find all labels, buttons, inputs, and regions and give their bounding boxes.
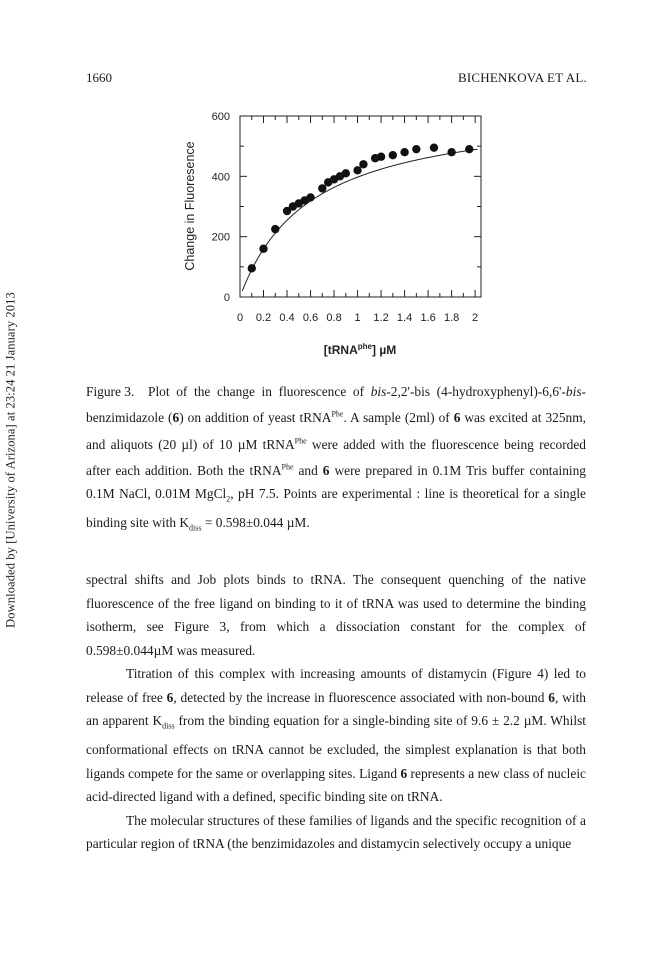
x-tick-label: 1.6 bbox=[420, 312, 436, 324]
data-point bbox=[353, 166, 361, 174]
body-text bbox=[86, 568, 586, 856]
body-paragraph: spectral shifts and Job plots binds to tRNA. The consequent quenching of the native fluorescence of the free ligand on binding to it of tRNA was used to determine the binding isotherm, see Figure 3, from which a dissociation constant for the complex of 0.598±0.044µM was measured. bbox=[86, 572, 586, 658]
running-head: BICHENKOVA ET AL. bbox=[458, 70, 587, 85]
x-tick-label: 0.6 bbox=[302, 312, 319, 324]
plot-frame bbox=[240, 116, 481, 297]
data-point bbox=[389, 151, 397, 159]
x-axis-label: [tRNA$^{phe}$] µM bbox=[323, 342, 397, 357]
x-tick-label: 2 bbox=[472, 312, 479, 324]
data-point bbox=[342, 169, 350, 177]
x-tick-label: 0.4 bbox=[279, 312, 295, 324]
data-point bbox=[430, 143, 438, 151]
body-paragraph: The molecular structures of these families of ligands and the specific recognition of a particular region of tRNA (the benzimidazoles and distamycin selectively occupy a unique bbox=[86, 812, 586, 852]
x-tick-label: 1 bbox=[354, 312, 361, 324]
x-tick-label: 0.8 bbox=[326, 312, 342, 324]
y-tick-label: 200 bbox=[211, 231, 230, 244]
data-points bbox=[248, 143, 474, 272]
y-axis-label: Change in Fluoresence bbox=[183, 141, 197, 271]
data-point bbox=[465, 145, 473, 153]
download-watermark-text: Downloaded by [University of Arizona] at 23:24 21 January 2013 bbox=[3, 292, 18, 628]
download-watermark bbox=[2, 250, 20, 670]
x-tick-label: 1.2 bbox=[373, 312, 389, 324]
data-point bbox=[318, 184, 326, 192]
figure-caption-label: Figure 3. bbox=[86, 384, 135, 399]
data-point bbox=[306, 193, 314, 201]
data-point bbox=[400, 148, 408, 156]
data-point bbox=[447, 148, 455, 156]
data-point bbox=[359, 160, 367, 168]
data-point bbox=[248, 264, 256, 272]
figure-caption-text: Plot of the change in fluorescence of bis-2,2'-bis (4-hydroxyphenyl)-6,6'-bis-benzimidazole (6) on addition of yeast tRNA$^{Phe}$. A sample (2ml) of 6 was excited at 325nm, and aliquots (20 µl) of 10 µM tRNA$^{Phe}$ were added with the fluorescence being recorded after each addition. Both the tRNA$^{Phe}$ and 6 were prepared in 0.1M Tris buffer containing 0.1M NaCl, 0.01M MgCl$_2$, pH 7.5. Points are experimental : line is theoretical for a single binding site with $K_{diss} = 0.598\pm 0.044$ µM. bbox=[86, 384, 587, 533]
y-tick-labels bbox=[212, 111, 230, 304]
x-tick-labels bbox=[237, 312, 478, 324]
axis-ticks bbox=[240, 116, 481, 297]
data-point bbox=[271, 225, 279, 233]
page-number: 1660 bbox=[86, 70, 112, 85]
y-tick-label: 600 bbox=[211, 111, 230, 123]
data-point bbox=[412, 145, 420, 153]
y-tick-label: 0 bbox=[223, 292, 230, 304]
y-tick-label: 400 bbox=[211, 171, 230, 184]
figure-caption bbox=[86, 380, 586, 540]
data-point bbox=[259, 245, 267, 253]
data-point bbox=[377, 153, 385, 161]
x-tick-label: 1.8 bbox=[443, 312, 460, 324]
x-tick-label: 0.2 bbox=[255, 312, 272, 324]
figure-3 bbox=[172, 98, 502, 366]
x-tick-label: 0 bbox=[236, 312, 244, 324]
body-paragraph: Titration of this complex with increasing amounts of distamycin (Figure 4) led to release of free 6, detected by the increase in fluorescence associated with non-bound 6, with an apparent $K_{diss}$ from the binding equation for a single-binding site of 9.6 ± 2.2 µM. Whilst conformational effects on tRNA cannot be excluded, the simplest explanation is that both ligands compete for the same or overlapping sites. Ligand 6 represents a new class of nucleic acid-directed ligand with a defined, specific binding site on tRNA. bbox=[86, 666, 586, 805]
fluorescence-chart bbox=[172, 98, 502, 366]
x-tick-label: 1.4 bbox=[396, 312, 413, 324]
